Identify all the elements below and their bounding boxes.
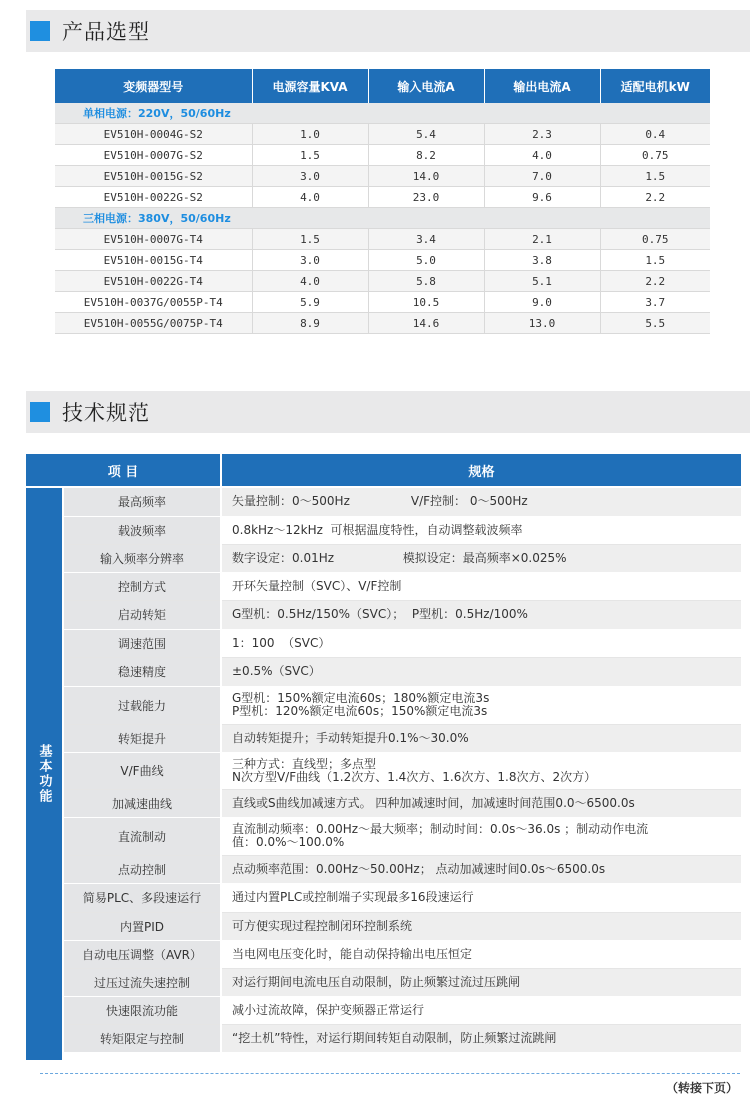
continue-note: （转接下页） — [665, 1081, 738, 1095]
spec-item-name: 调速范围 — [64, 629, 221, 657]
spec-item-value — [221, 1024, 741, 1052]
spec-item-name: 快速限流功能 — [64, 996, 221, 1024]
product-cell: 8.9 — [252, 313, 368, 334]
spec-value-line: G型机：150%额定电流60s；180%额定电流3s — [232, 691, 490, 705]
product-cell: 5.5 — [600, 313, 710, 334]
product-cell: 3.4 — [368, 229, 484, 250]
product-cell: EV510H-0004G-S2 — [55, 124, 252, 145]
spec-value-line: ±0.5%（SVC） — [232, 664, 321, 678]
spec-row — [64, 968, 741, 996]
section-marker-icon — [30, 21, 50, 41]
product-group-title: 三相电源：380V，50/60Hz — [55, 208, 710, 229]
spec-header-spec: 规格 — [222, 454, 741, 486]
product-cell: 4.0 — [252, 271, 368, 292]
spec-value-line: 通过内置PLC或控制端子实现最多16段速运行 — [232, 890, 474, 904]
spec-value-line: G型机：0.5Hz/150%（SVC）； P型机：0.5Hz/100% — [232, 607, 528, 621]
product-cell: 10.5 — [368, 292, 484, 313]
section-title-spec: 技术规范 — [62, 401, 150, 425]
spec-value-line: 开环矢量控制（SVC）、V/F控制 — [232, 578, 402, 593]
product-group-row — [55, 103, 710, 124]
spec-item-value — [221, 724, 741, 752]
product-group-title: 单相电源：220V，50/60Hz — [55, 103, 710, 124]
section-bar-product — [26, 10, 750, 52]
spec-item-name: 点动控制 — [64, 855, 221, 883]
spec-value-line: 直流制动频率：0.00Hz～最大频率；制动时间：0.0s～36.0s ；制动动作电流 — [232, 822, 649, 836]
spec-row — [64, 600, 741, 629]
product-col-header: 输入电流A — [368, 69, 484, 103]
product-cell: 0.75 — [600, 145, 710, 166]
spec-row — [64, 1024, 741, 1052]
spec-value-line: 1：100 （SVC） — [232, 635, 331, 650]
spec-row — [64, 686, 741, 724]
spec-table — [64, 488, 741, 1053]
product-cell: EV510H-0015G-S2 — [55, 166, 252, 187]
product-cell: EV510H-0037G/0055P-T4 — [55, 292, 252, 313]
product-cell: 7.0 — [484, 166, 600, 187]
product-group-row — [55, 208, 710, 229]
spec-row — [64, 488, 741, 516]
spec-item-name: 过压过流失速控制 — [64, 968, 221, 996]
product-row — [55, 145, 710, 166]
spec-item-value — [221, 855, 741, 883]
product-cell: 8.2 — [368, 145, 484, 166]
spec-row — [64, 752, 741, 789]
product-row — [55, 229, 710, 250]
spec-item-value — [221, 629, 741, 657]
spec-item-value — [221, 912, 741, 940]
spec-value-line: 点动频率范围：0.00Hz～50.00Hz； 点动加减速时间0.0s～6500.0s — [232, 861, 606, 876]
product-table-header — [55, 69, 710, 103]
product-cell: 3.0 — [252, 166, 368, 187]
spec-value-line: 自动转矩提升；手动转矩提升0.1%～30.0% — [232, 730, 469, 745]
product-cell: EV510H-0007G-S2 — [55, 145, 252, 166]
spec-value-line: 三种方式：直线型；多点型 — [232, 756, 377, 771]
product-cell: 14.6 — [368, 313, 484, 334]
product-col-header: 电源容量KVA — [252, 69, 368, 103]
product-cell: 5.4 — [368, 124, 484, 145]
spec-item-name: 转矩限定与控制 — [64, 1024, 221, 1052]
product-cell: 1.5 — [252, 145, 368, 166]
spec-item-name: 自动电压调整（AVR） — [64, 940, 221, 968]
product-cell: 2.2 — [600, 187, 710, 208]
product-row — [55, 292, 710, 313]
spec-value-line: N次方型V/F曲线（1.2次方、1.4次方、1.6次方、1.8次方、2次方） — [232, 769, 597, 784]
product-cell: EV510H-0007G-T4 — [55, 229, 252, 250]
product-col-header: 变频器型号 — [55, 69, 252, 103]
spec-item-value — [221, 544, 741, 572]
product-cell: 5.0 — [368, 250, 484, 271]
spec-row — [64, 855, 741, 883]
product-cell: 2.1 — [484, 229, 600, 250]
spec-table-header — [26, 454, 741, 486]
spec-row — [64, 572, 741, 600]
spec-value-line: 可方便实现过程控制闭环控制系统 — [232, 918, 413, 933]
spec-item-value — [221, 883, 741, 912]
product-selection-table — [55, 69, 710, 334]
spec-item-value — [221, 686, 741, 724]
footer-divider — [40, 1073, 740, 1074]
product-cell: 3.7 — [600, 292, 710, 313]
spec-item-name: 稳速精度 — [64, 657, 221, 686]
product-cell: 3.0 — [252, 250, 368, 271]
spec-item-name: 内置PID — [64, 912, 221, 940]
spec-row — [64, 817, 741, 855]
spec-item-value — [221, 572, 741, 600]
spec-row — [64, 544, 741, 572]
spec-value-line: 数字设定：0.01Hz 模拟设定：最高频率×0.025% — [232, 550, 567, 565]
spec-item-value — [221, 657, 741, 686]
spec-item-value — [221, 488, 741, 516]
spec-row — [64, 657, 741, 686]
product-cell: EV510H-0022G-S2 — [55, 187, 252, 208]
spec-item-value — [221, 996, 741, 1024]
spec-side-label-text: 基本功能 — [36, 744, 52, 804]
spec-value-line: 减小过流故障，保护变频器正常运行 — [232, 1002, 425, 1017]
product-cell: 1.5 — [252, 229, 368, 250]
spec-row — [64, 724, 741, 752]
section-marker-icon — [30, 402, 50, 422]
product-cell: 2.3 — [484, 124, 600, 145]
spec-item-name: 过载能力 — [64, 686, 221, 724]
spec-row — [64, 629, 741, 657]
product-cell: 1.0 — [252, 124, 368, 145]
spec-item-name: 最高频率 — [64, 488, 221, 516]
product-cell: 14.0 — [368, 166, 484, 187]
spec-item-value — [221, 752, 741, 789]
product-row — [55, 166, 710, 187]
spec-row — [64, 883, 741, 912]
spec-row — [64, 940, 741, 968]
spec-value-line: 值：0.0%～100.0% — [232, 835, 345, 849]
product-cell: 0.4 — [600, 124, 710, 145]
product-cell: 9.0 — [484, 292, 600, 313]
product-row — [55, 271, 710, 292]
spec-item-name: 加减速曲线 — [64, 789, 221, 817]
product-cell: 5.1 — [484, 271, 600, 292]
product-cell: EV510H-0022G-T4 — [55, 271, 252, 292]
spec-header-item: 项 目 — [26, 454, 222, 486]
spec-item-value — [221, 940, 741, 968]
spec-item-name: 载波频率 — [64, 516, 221, 544]
spec-side-label — [26, 488, 62, 1060]
spec-row — [64, 516, 741, 544]
product-cell: 4.0 — [484, 145, 600, 166]
spec-value-line: 对运行期间电流电压自动限制，防止频繁过流过压跳闸 — [232, 974, 521, 989]
spec-value-line: 0.8kHz～12kHz 可根据温度特性，自动调整载波频率 — [232, 522, 523, 537]
spec-value-line: 当电网电压变化时，能自动保持输出电压恒定 — [232, 946, 473, 961]
spec-row — [64, 996, 741, 1024]
product-cell: 5.9 — [252, 292, 368, 313]
spec-row — [64, 789, 741, 817]
spec-item-value — [221, 516, 741, 544]
spec-item-name: 输入频率分辨率 — [64, 544, 221, 572]
section-bar-spec — [26, 391, 750, 433]
spec-value-line: 直线或S曲线加减速方式。 四种加减速时间，加减速时间范围0.0～6500.0s — [232, 795, 635, 810]
spec-item-value — [221, 600, 741, 629]
spec-item-name: 转矩提升 — [64, 724, 221, 752]
product-cell: EV510H-0055G/0075P-T4 — [55, 313, 252, 334]
spec-item-name: V/F曲线 — [64, 752, 221, 789]
product-cell: 23.0 — [368, 187, 484, 208]
product-row — [55, 250, 710, 271]
product-cell: EV510H-0015G-T4 — [55, 250, 252, 271]
spec-value-line: 矢量控制：0～500Hz V/F控制： 0～500Hz — [232, 494, 528, 509]
product-cell: 5.8 — [368, 271, 484, 292]
spec-value-line: P型机：120%额定电流60s；150%额定电流3s — [232, 704, 488, 718]
product-cell: 9.6 — [484, 187, 600, 208]
spec-item-name: 控制方式 — [64, 572, 221, 600]
product-row — [55, 313, 710, 334]
product-cell: 2.2 — [600, 271, 710, 292]
spec-item-value — [221, 817, 741, 855]
product-col-header: 适配电机kW — [600, 69, 710, 103]
product-cell: 13.0 — [484, 313, 600, 334]
product-cell: 1.5 — [600, 250, 710, 271]
product-cell: 3.8 — [484, 250, 600, 271]
spec-item-name: 直流制动 — [64, 817, 221, 855]
product-col-header: 输出电流A — [484, 69, 600, 103]
product-cell: 4.0 — [252, 187, 368, 208]
product-row — [55, 187, 710, 208]
product-cell: 0.75 — [600, 229, 710, 250]
spec-item-name: 启动转矩 — [64, 600, 221, 629]
section-title-product: 产品选型 — [62, 20, 150, 44]
spec-row — [64, 912, 741, 940]
spec-item-value — [221, 789, 741, 817]
product-row — [55, 124, 710, 145]
spec-item-name: 简易PLC、多段速运行 — [64, 883, 221, 912]
spec-value-line: “挖土机”特性，对运行期间转矩自动限制，防止频繁过流跳闸 — [232, 1030, 557, 1045]
spec-item-value — [221, 968, 741, 996]
product-cell: 1.5 — [600, 166, 710, 187]
